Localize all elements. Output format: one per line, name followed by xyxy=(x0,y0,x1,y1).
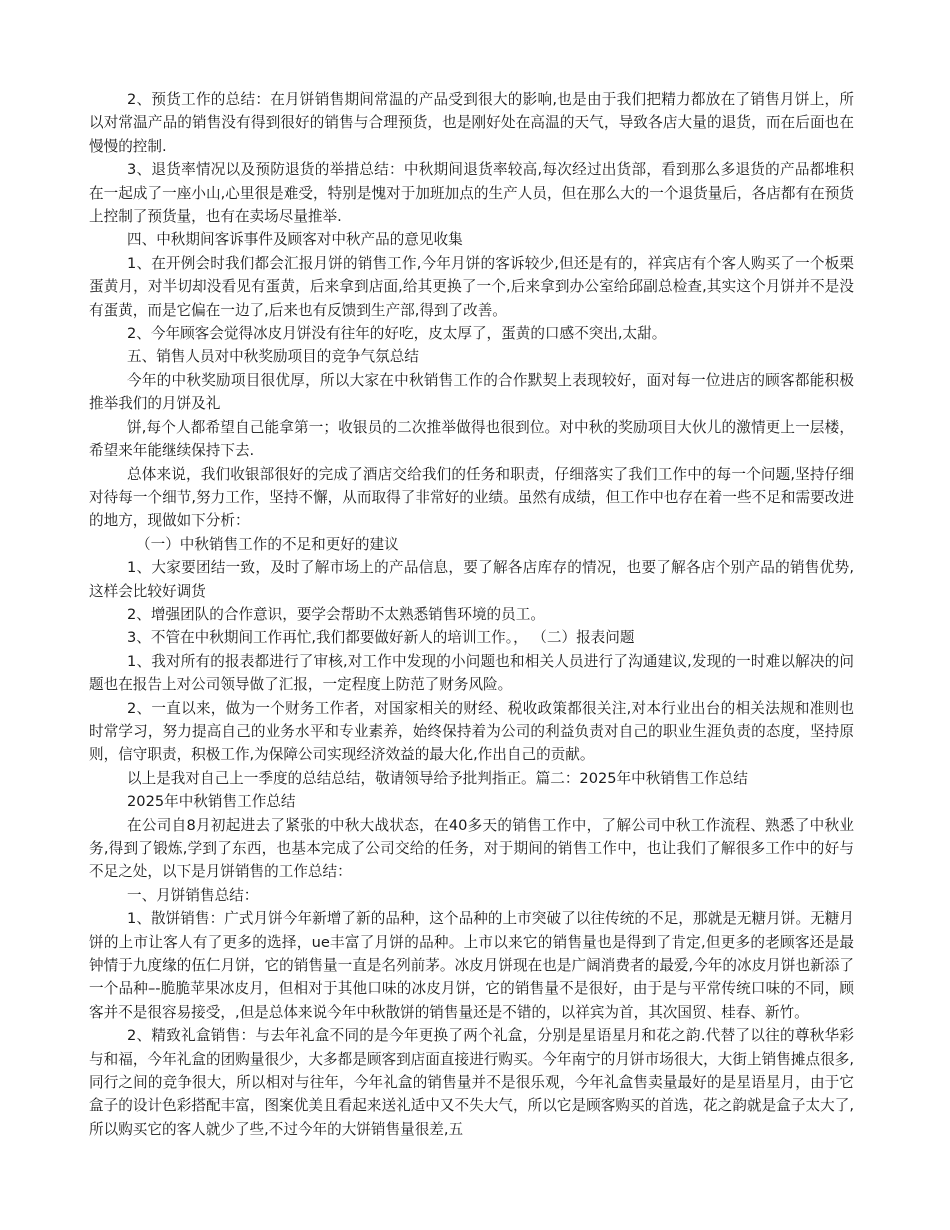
paragraph: 饼,每个人都希望自己能拿第一；收银员的二次推举做得也很到位。对中秋的奖励项目大伙儿的激情更上一层楼，希望来年能继续保持下去. xyxy=(89,418,854,460)
paragraph: 1、在开例会时我们都会汇报月饼的销售工作,今年月饼的客诉较少,但还是有的，祥宾店有个客人购买了一个板栗蛋黄月，对半切却没看见有蛋黄，后来拿到店面,给其更换了一个,后来拿到办公室给邱副总检查,其实这个月饼并不是没有蛋黄，而是它偏在一边了,后来也有反馈到生产部,得到了改善。 xyxy=(89,254,854,319)
paragraph: 在公司自8月初起进去了紧张的中秋大战状态，在40多天的销售工作中，了解公司中秋工作流程、熟悉了中秋业务,得到了锻炼,学到了东西，也基本完成了公司交给的任务，对于期间的销售工作中，也让我们了解很多工作中的好与不足之处，以下是月饼销售的工作总结： xyxy=(89,816,854,881)
paragraph: 2、增强团队的合作意识，要学会帮助不太熟悉销售环境的员工。 xyxy=(127,605,545,623)
paragraph: 2、预货工作的总结：在月饼销售期间常温的产品受到很大的影响,也是由于我们把精力都放在了销售月饼上，所以对常温产品的销售没有得到很好的销售与合理预货，也是刚好处在高温的天气，导致各店大量的退货，而在后面也在慢慢的控制. xyxy=(89,91,854,155)
paragraph: 以上是我对自己上一季度的总结总结，敬请领导给予批判指正。篇二：2025年中秋销售工作总结 xyxy=(127,769,748,787)
paragraph: 2、一直以来，做为一个财务工作者，对国家相关的财经、税收政策都很关注,对本行业出台的相关法规和准则也时常学习，努力提高自己的业务水平和专业素养，始终保持着为公司的利益负责对自己的职业生涯负责的态度，坚持原则，信守职责，积极工作,为保障公司实现经济效益的最大化,作出自己的贡献。 xyxy=(89,699,854,764)
paragraph: 2025年中秋销售工作总结 xyxy=(127,793,296,811)
paragraph: 1、散饼销售：广式月饼今年新增了新的品种，这个品种的上市突破了以往传统的不足，那就是无糖月饼。无糖月饼的上市让客人有了更多的选择，ue丰富了月饼的品种。上市以来它的销售量也是得到了肯定,但更多的老顾客还是最钟情于九度缘的伍仁月饼，它的销售量一直是名列前茅。冰皮月饼现在也是广阔消费者的最爱,今年的冰皮月饼也新添了一个品种–-脆脆苹果冰皮月，但相对于其他口味的冰皮月饼，它的销售量不是很好，由于是与平常传统口味的不同，顾客并不是很容易接受，,但是总体来说今年中秋散饼的销售量还是不错的，以祥宾为首，其次国贸、桂春、新竹。 xyxy=(89,910,854,1021)
section-heading: 五、销售人员对中秋奖励项目的竞争气氛总结 xyxy=(127,348,419,366)
paragraph: 2、精致礼盒销售：与去年礼盒不同的是今年更换了两个礼盒，分别是星语星月和花之韵.代替了以往的尊秋华彩与和福，今年礼盒的团购量很少，大多都是顾客到店面直接进行购买。今年南宁的月饼市场很大，大街上销售摊点很多,同行之间的竞争很大，所以相对与往年，今年礼盒的销售量并不是很乐观，今年礼盒售卖量最好的是星语星月，由于它盒子的设计色彩搭配丰富，图案优美且看起来送礼适中又不失大气，所以它是顾客购买的首选，花之韵就是盒子太大了,所以购买它的客人就少了些,不过今年的大饼销售量很差,五 xyxy=(89,1027,854,1138)
paragraph: 今年的中秋奖励项目很优厚，所以大家在中秋销售工作的合作默契上表现较好，面对每一位进店的顾客都能积极推举我们的月饼及礼 xyxy=(89,371,854,413)
section-heading: 一、月饼销售总结： xyxy=(127,886,259,904)
paragraph: 1、我对所有的报表都进行了审核,对工作中发现的小问题也和相关人员进行了沟通建议,发现的一时难以解决的问题也在报告上对公司领导做了汇报，一定程度上防范了财务风险。 xyxy=(89,652,854,694)
paragraph: 总体来说，我们收银部很好的完成了酒店交给我们的任务和职责，仔细落实了我们工作中的每一个问题,坚持仔细对待每一个细节,努力工作，坚持不懈，从而取得了非常好的业绩。虽然有成绩，但工作中也存在着一些不足和需要改进的地方，现做如下分析： xyxy=(89,465,854,530)
paragraph: 3、不管在中秋期间工作再忙,我们都要做好新人的培训工作。， （二）报表问题 xyxy=(127,629,635,647)
section-heading: 四、中秋期间客诉事件及顾客对中秋产品的意见收集 xyxy=(127,231,463,249)
paragraph: 3、退货率情况以及预防退货的举措总结：中秋期间退货率较高,每次经过出货部，看到那么多退货的产品都堆积在一起成了一座小山,心里很是难受，特别是愧对于加班加点的生产人员，但在那么大的一个退货量后，各店都有在预货上控制了预货量，也有在卖场尽量推举. xyxy=(89,161,854,226)
paragraph: 2、今年顾客会觉得冰皮月饼没有往年的好吃，皮太厚了，蛋黄的口感不突出,太甜。 xyxy=(127,325,667,343)
section-heading: （一）中秋销售工作的不足和更好的建议 xyxy=(136,535,399,553)
paragraph: 1、大家要团结一致，及时了解市场上的产品信息，要了解各店库存的情况，也要了解各店个别产品的销售优势,这样会比较好调货 xyxy=(89,559,854,600)
